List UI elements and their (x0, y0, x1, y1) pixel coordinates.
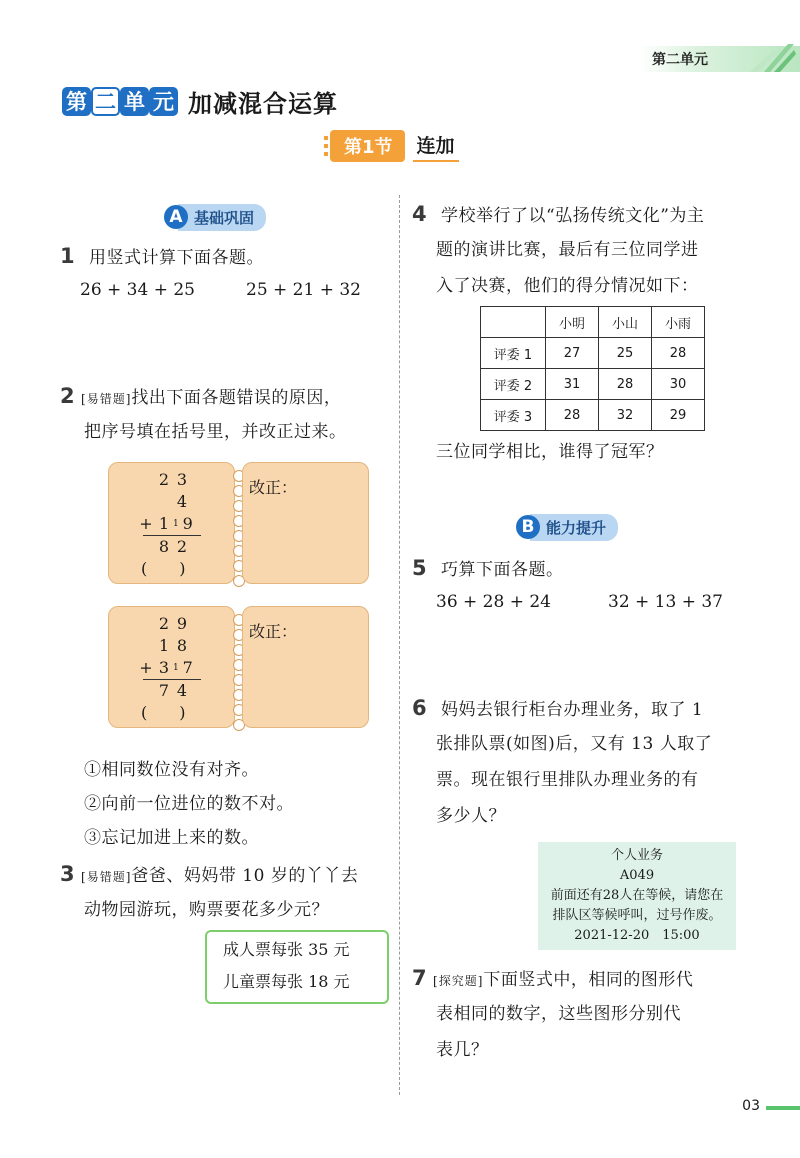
expression: 36 + 28 + 24 (436, 592, 551, 612)
fix-label: 改正： (249, 478, 298, 497)
level-name: 能力提升 (530, 514, 618, 541)
question-1 (60, 238, 264, 276)
table-header: 小雨 (652, 307, 705, 338)
vertical-calculation: 2 3 4 + 1 1 9 8 2 ( ) (137, 469, 207, 580)
question-text: 动物园游玩，购票要花多少元？ (84, 900, 329, 920)
level-name: 基础巩固 (178, 204, 266, 231)
unit-title (62, 84, 338, 118)
level-b-label (516, 514, 618, 540)
ticket-line: 排队区等候呼叫，过号作废。 (552, 908, 722, 923)
unit-chip: 二 (91, 87, 120, 116)
column-divider (399, 195, 400, 1095)
question-text: 巧算下面各题。 (441, 560, 564, 580)
table-cell (481, 307, 546, 338)
level-letter: A (164, 205, 188, 229)
question-text: 爸爸、妈妈带 10 岁的丫丫去 (131, 866, 359, 886)
question-text: 妈妈去银行柜台办理业务，取了 1 (441, 700, 704, 720)
notebook-left-page (108, 606, 235, 728)
ticket-line: 前面还有28人在等候，请您在 (550, 888, 724, 903)
row-label: 评委 2 (481, 369, 546, 400)
question-tag: [易错题] (81, 870, 132, 884)
section-name: 连加 (413, 131, 459, 162)
header-corner (640, 40, 800, 74)
question-number: 1 (60, 244, 76, 268)
expression: 32 + 13 + 37 (608, 592, 723, 612)
table-header: 小山 (599, 307, 652, 338)
notebook-left-page (108, 462, 235, 584)
error-notebook-1 (108, 462, 373, 582)
question-text: 题的演讲比赛，最后有三位同学进 (436, 240, 699, 260)
question-text: 张排队票(如图)后，又有 13 人取了 (436, 734, 713, 754)
page-number-bar (766, 1106, 800, 1110)
question-tag: [易错题] (81, 392, 132, 406)
question-text: 入了决赛，他们的得分情况如下： (436, 276, 699, 296)
question-text: 学校举行了以“弘扬传统文化”为主 (441, 206, 705, 226)
question-text: 票。现在银行里排队办理业务的有 (436, 770, 699, 790)
adult-price: 成人票每张 35 元 (223, 940, 350, 959)
row-label: 评委 1 (481, 338, 546, 369)
error-notebook-2 (108, 606, 373, 726)
queue-ticket (538, 842, 736, 950)
level-a-label (164, 204, 266, 230)
table-cell: 28 (546, 400, 599, 431)
carry-digit: 1 (173, 519, 179, 529)
table-cell: 30 (652, 369, 705, 400)
unit-label: 第二单元 (652, 52, 708, 68)
table-row (481, 400, 705, 431)
question-text: 表相同的数字，这些图形分别代 (436, 1004, 681, 1024)
question-4 (412, 196, 752, 234)
question-6 (412, 690, 752, 728)
question-number: 2 (60, 384, 76, 408)
table-cell: 29 (652, 400, 705, 431)
ticket-time: 2021-12-20 15:00 (574, 928, 700, 943)
level-letter: B (516, 515, 540, 539)
question-text: 用竖式计算下面各题。 (89, 248, 265, 268)
table-row (481, 338, 705, 369)
question-5 (412, 550, 564, 588)
question-text: 把序号填在括号里，并改正过来。 (84, 422, 347, 442)
question-text: 多少人？ (436, 806, 506, 826)
unit-chip: 第 (62, 87, 91, 116)
question-tag: [探究题] (433, 974, 484, 988)
page-number: 03 (742, 1098, 760, 1114)
unit-chip: 元 (149, 87, 178, 116)
row-label: 评委 3 (481, 400, 546, 431)
ticket-code: A049 (619, 868, 655, 883)
price-box (205, 930, 389, 1004)
table-header: 小明 (546, 307, 599, 338)
unit-chip: 单 (120, 87, 149, 116)
corner-stripes-icon (744, 40, 796, 74)
score-table (480, 306, 705, 431)
question-3 (60, 856, 395, 895)
question-text: 找出下面各题错误的原因， (131, 388, 342, 408)
question-7 (412, 960, 752, 999)
section-tag: 第1节 (330, 130, 405, 162)
table-cell: 31 (546, 369, 599, 400)
reason-item: ②向前一位进位的数不对。 (84, 794, 294, 814)
section-title (330, 130, 459, 162)
question-text: 下面竖式中，相同的图形代 (483, 970, 694, 990)
table-cell: 28 (652, 338, 705, 369)
reason-item: ①相同数位没有对齐。 (84, 760, 259, 780)
table-cell: 25 (599, 338, 652, 369)
vertical-calculation: 2 9 1 8 + 3 1 7 7 4 ( ) (137, 613, 207, 724)
answer-parentheses[interactable]: ( ) (141, 703, 186, 722)
fix-label: 改正： (249, 622, 298, 641)
table-cell: 28 (599, 369, 652, 400)
question-text: 表几？ (436, 1040, 489, 1060)
table-cell: 32 (599, 400, 652, 431)
table-header-row (481, 307, 705, 338)
unit-name: 加减混合运算 (188, 89, 338, 118)
expression: 26 + 34 + 25 (80, 280, 195, 300)
table-cell: 27 (546, 338, 599, 369)
ticket-title: 个人业务 (610, 848, 663, 863)
expression: 25 + 21 + 32 (246, 280, 361, 300)
question-number: 6 (412, 696, 428, 720)
carry-digit: 1 (173, 663, 179, 673)
question-number: 7 (412, 966, 428, 990)
question-number: 3 (60, 862, 76, 886)
question-2 (60, 378, 395, 417)
notebook-right-page (242, 606, 369, 728)
notebook-right-page (242, 462, 369, 584)
table-row (481, 369, 705, 400)
question-number: 4 (412, 202, 428, 226)
question-number: 5 (412, 556, 428, 580)
reason-item: ③忘记加进上来的数。 (84, 828, 259, 848)
answer-parentheses[interactable]: ( ) (141, 559, 186, 578)
question-text: 三位同学相比，谁得了冠军？ (436, 442, 664, 462)
child-price: 儿童票每张 18 元 (223, 972, 350, 991)
